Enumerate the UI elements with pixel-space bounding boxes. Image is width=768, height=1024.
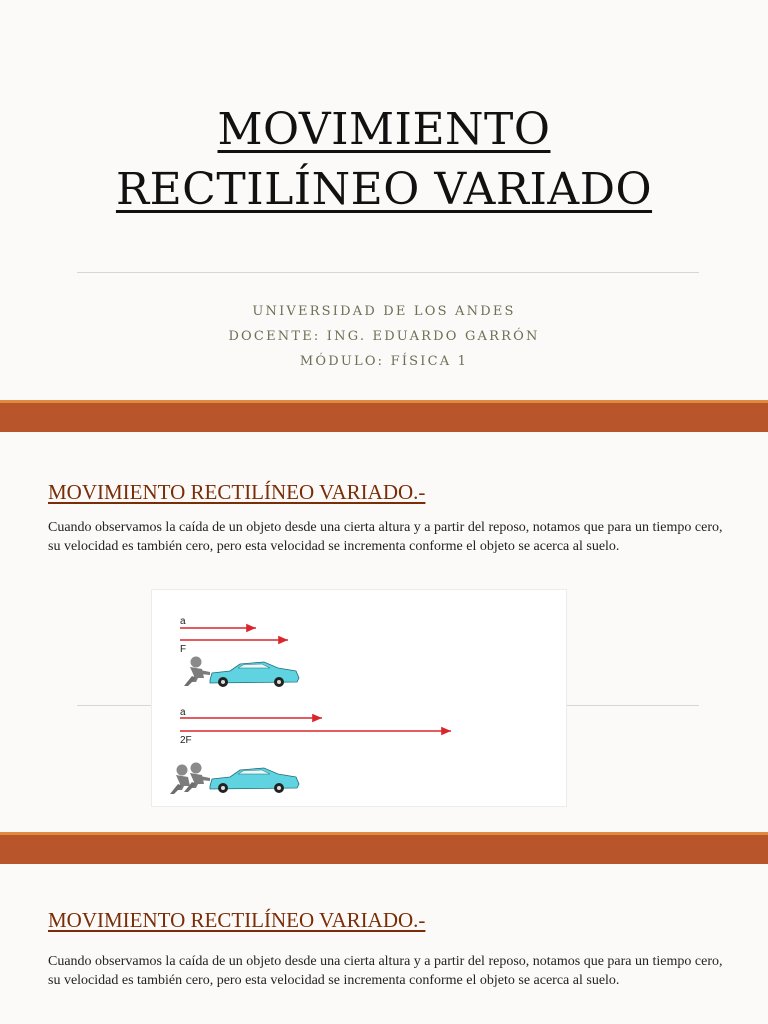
- bottom-accel-label: a: [180, 707, 186, 718]
- force-acceleration-diagram: [152, 590, 566, 806]
- presentation-title: [0, 100, 768, 220]
- subtitle-module: MÓDULO: FÍSICA 1: [299, 354, 469, 369]
- slide-separator-band: [0, 832, 768, 864]
- title-line-1: MOVIMIENTO: [217, 104, 551, 155]
- slide-separator-band: [0, 400, 768, 432]
- top-car-icon: [210, 662, 299, 687]
- bottom-force-label: 2F: [180, 735, 192, 746]
- force-acceleration-figure: [151, 589, 567, 807]
- title-line-2: RECTILÍNEO VARIADO: [115, 164, 653, 215]
- slide-paragraph: Cuando observamos la caída de un objeto desde una cierta altura y a partir del reposo, notamos que para un tiempo cero, su velocidad es también cero, pero esta velocidad se incrementa conforme el objeto se acerca al suelo.: [48, 520, 723, 554]
- content-slide: [0, 864, 768, 1024]
- title-divider: [77, 272, 699, 273]
- slide-paragraph: Cuando observamos la caída de un objeto desde una cierta altura y a partir del reposo, notamos que para un tiempo cero, su velocidad es también cero, pero esta velocidad se incrementa conforme el objeto se acerca al suelo.: [48, 954, 723, 988]
- bottom-pusher-figures: [170, 763, 210, 795]
- subtitle-teacher: DOCENTE: ING. EDUARDO GARRÓN: [228, 329, 540, 344]
- bottom-car-icon: [210, 768, 299, 793]
- title-slide: [0, 0, 768, 400]
- slide-heading: MOVIMIENTO RECTILÍNEO VARIADO.-: [48, 908, 426, 932]
- slide-heading: MOVIMIENTO RECTILÍNEO VARIADO.-: [48, 480, 426, 504]
- content-slide: [0, 432, 768, 832]
- subtitle-university: UNIVERSIDAD DE LOS ANDES: [252, 304, 516, 319]
- top-pusher-figure: [184, 657, 210, 687]
- top-force-label: F: [180, 644, 187, 655]
- top-accel-label: a: [180, 616, 186, 627]
